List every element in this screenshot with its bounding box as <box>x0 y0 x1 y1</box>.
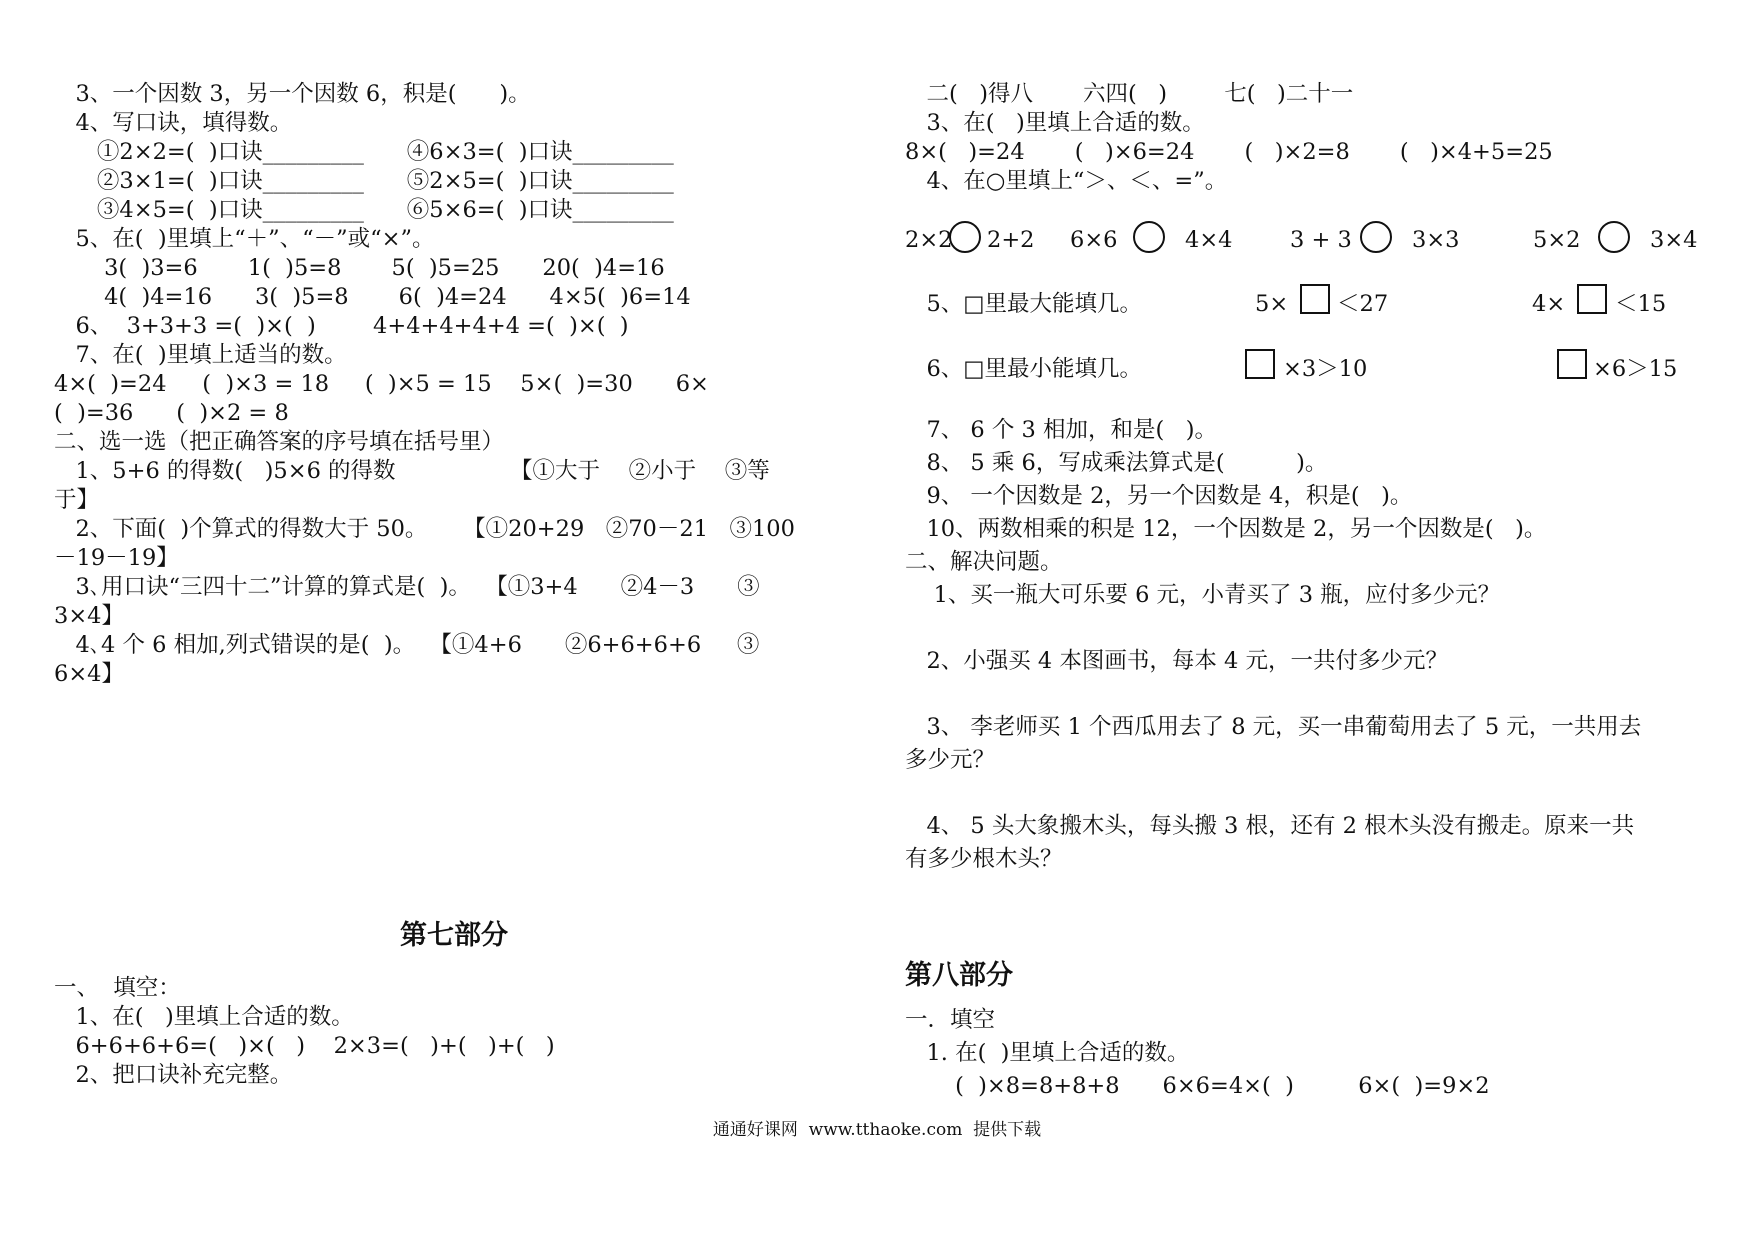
q5-a-box <box>1300 284 1330 329</box>
compare-right: 3×4 <box>1650 227 1698 253</box>
right-section-line: 1. 在( )里填上合适的数。 <box>905 1040 1190 1066</box>
left-line: 3( )3=6 1( )5=8 5( )5=25 20( )4=16 <box>54 255 665 281</box>
compare-circle <box>949 220 981 260</box>
left-line: 3×4】 <box>54 603 124 629</box>
q5-b-left: 4× <box>1532 291 1566 317</box>
left-section-line: 6+6+6+6=( )×( ) 2×3=( )+( )+( ) <box>54 1033 555 1059</box>
problem-4-line: 4、 5 头大象搬木头，每头搬 3 根，还有 2 根木头没有搬走。原来一共 <box>905 813 1635 839</box>
left-section-line: 2、把口诀补充完整。 <box>54 1062 293 1088</box>
left-line: 6×4】 <box>54 661 124 687</box>
left-line: 3､用口诀“三四十二”计算的算式是( )。 【①3+4 ②4－3 ③ <box>54 574 760 600</box>
left-line: 于】 <box>54 487 100 513</box>
right-section-line: ( )×8=8+8+8 6×6=4×( ) 6×( )=9×2 <box>905 1073 1490 1099</box>
left-line: 5、在( )里填上“＋”、“－”或“×”。 <box>54 226 435 252</box>
right-line: 1、买一瓶大可乐要 6 元，小青买了 3 瓶，应付多少元？ <box>905 582 1501 608</box>
left-line: 4、写口诀，填得数。 <box>54 110 293 136</box>
q5-a-right: ＜27 <box>1337 291 1389 317</box>
compare-circle <box>1360 220 1392 260</box>
q6-a-box <box>1245 349 1275 394</box>
left-line: 1、5+6 的得数( )5×6 的得数 【①大于 ②小于 ③等 <box>54 458 770 484</box>
q5-b-right: ＜15 <box>1615 291 1667 317</box>
right-line: 8×( )=24 ( )×6=24 ( )×2=8 ( )×4+5=25 <box>905 139 1553 165</box>
left-line: 4( )4=16 3( )5=8 6( )4=24 4×5( )6=14 <box>54 284 691 310</box>
left-line: 7、在( )里填上适当的数。 <box>54 342 347 368</box>
compare-circle <box>1598 220 1630 260</box>
square-icon <box>1577 284 1607 314</box>
q6-b-box <box>1557 349 1587 394</box>
left-line: 4､4 个 6 相加,列式错误的是( )。 【①4+6 ②6+6+6+6 ③ <box>54 632 760 658</box>
q5-b-box <box>1577 284 1607 329</box>
compare-left: 5×2 <box>1533 227 1581 253</box>
left-line: ①2×2=( )口诀_________ ④6×3=( )口诀_________ <box>54 139 674 165</box>
left-line: 4×( )=24 ( )×3 = 18 ( )×5 = 15 5×( )=30 6× <box>54 371 709 397</box>
q5-a-left: 5× <box>1255 291 1289 317</box>
right-line: 二、解决问题。 <box>905 549 1063 575</box>
footer-credit: 通通好课网 www.tthaoke.com 提供下载 <box>712 1120 1042 1140</box>
right-line: 7、 6 个 3 相加，和是( )。 <box>905 417 1218 443</box>
left-section-line: 1、在( )里填上合适的数。 <box>54 1004 354 1030</box>
left-line: 二、选一选（把正确答案的序号填在括号里） <box>54 429 505 455</box>
left-section-line: 一、 填空： <box>54 975 181 1001</box>
section-title-part8: 第八部分 <box>905 960 1013 991</box>
left-line: ( )=36 ( )×2 = 8 <box>54 400 289 426</box>
right-line: 9、 一个因数是 2，另一个因数是 4，积是( )。 <box>905 483 1413 509</box>
circle-icon <box>949 221 981 253</box>
q5-row <box>877 284 1754 324</box>
compare-right: 4×4 <box>1185 227 1233 253</box>
right-line: 4、在○里填上“＞、＜、=”。 <box>905 168 1228 194</box>
compare-left: 2×2 <box>905 227 953 253</box>
left-line: ②3×1=( )口诀_________ ⑤2×5=( )口诀_________ <box>54 168 674 194</box>
q5-label: 5、□里最大能填几。 <box>905 291 1143 317</box>
compare-left: 6×6 <box>1070 227 1118 253</box>
right-line: 二( )得八 六四( ) 七( )二十一 <box>905 81 1354 107</box>
compare-row <box>877 220 1754 260</box>
left-line: 3、一个因数 3，另一个因数 6，积是( )。 <box>54 81 531 107</box>
q6-label: 6、□里最小能填几。 <box>905 356 1143 382</box>
square-icon <box>1300 284 1330 314</box>
left-line: ③4×5=( )口诀_________ ⑥5×6=( )口诀_________ <box>54 197 674 223</box>
circle-icon <box>1598 221 1630 253</box>
right-line: 8、 5 乘 6，写成乘法算式是( )。 <box>905 450 1328 476</box>
q6-row <box>877 349 1754 389</box>
q6-a-right: ×3＞10 <box>1283 356 1368 382</box>
problem-2: 2、小强买 4 本图画书，每本 4 元，一共付多少元？ <box>905 648 1449 674</box>
compare-left: 3 + 3 <box>1290 227 1352 253</box>
compare-right: 2+2 <box>987 227 1035 253</box>
square-icon <box>1245 349 1275 379</box>
circle-icon <box>1133 221 1165 253</box>
compare-circle <box>1133 220 1165 260</box>
right-line: 10、两数相乘的积是 12，一个因数是 2，另一个因数是( )。 <box>905 516 1547 542</box>
square-icon <box>1557 349 1587 379</box>
q6-b-right: ×6＞15 <box>1593 356 1678 382</box>
compare-right: 3×3 <box>1412 227 1460 253</box>
left-line: －19－19】 <box>54 545 179 571</box>
circle-icon <box>1360 221 1392 253</box>
left-line: 6、 3+3+3 =( )×( ) 4+4+4+4+4 =( )×( ) <box>54 313 629 339</box>
right-section-line: 一．填空 <box>905 1007 996 1033</box>
problem-4-line: 有多少根木头？ <box>905 846 1063 872</box>
left-line: 2、下面( )个算式的得数大于 50。 【①20+29 ②70－21 ③100 <box>54 516 795 542</box>
section-title-part7: 第七部分 <box>400 920 508 951</box>
problem-3-line: 3、 李老师买 1 个西瓜用去了 8 元，买一串葡萄用去了 5 元，一共用去 <box>905 714 1642 740</box>
problem-3-line: 多少元？ <box>905 747 996 773</box>
right-line: 3、在( )里填上合适的数。 <box>905 110 1205 136</box>
